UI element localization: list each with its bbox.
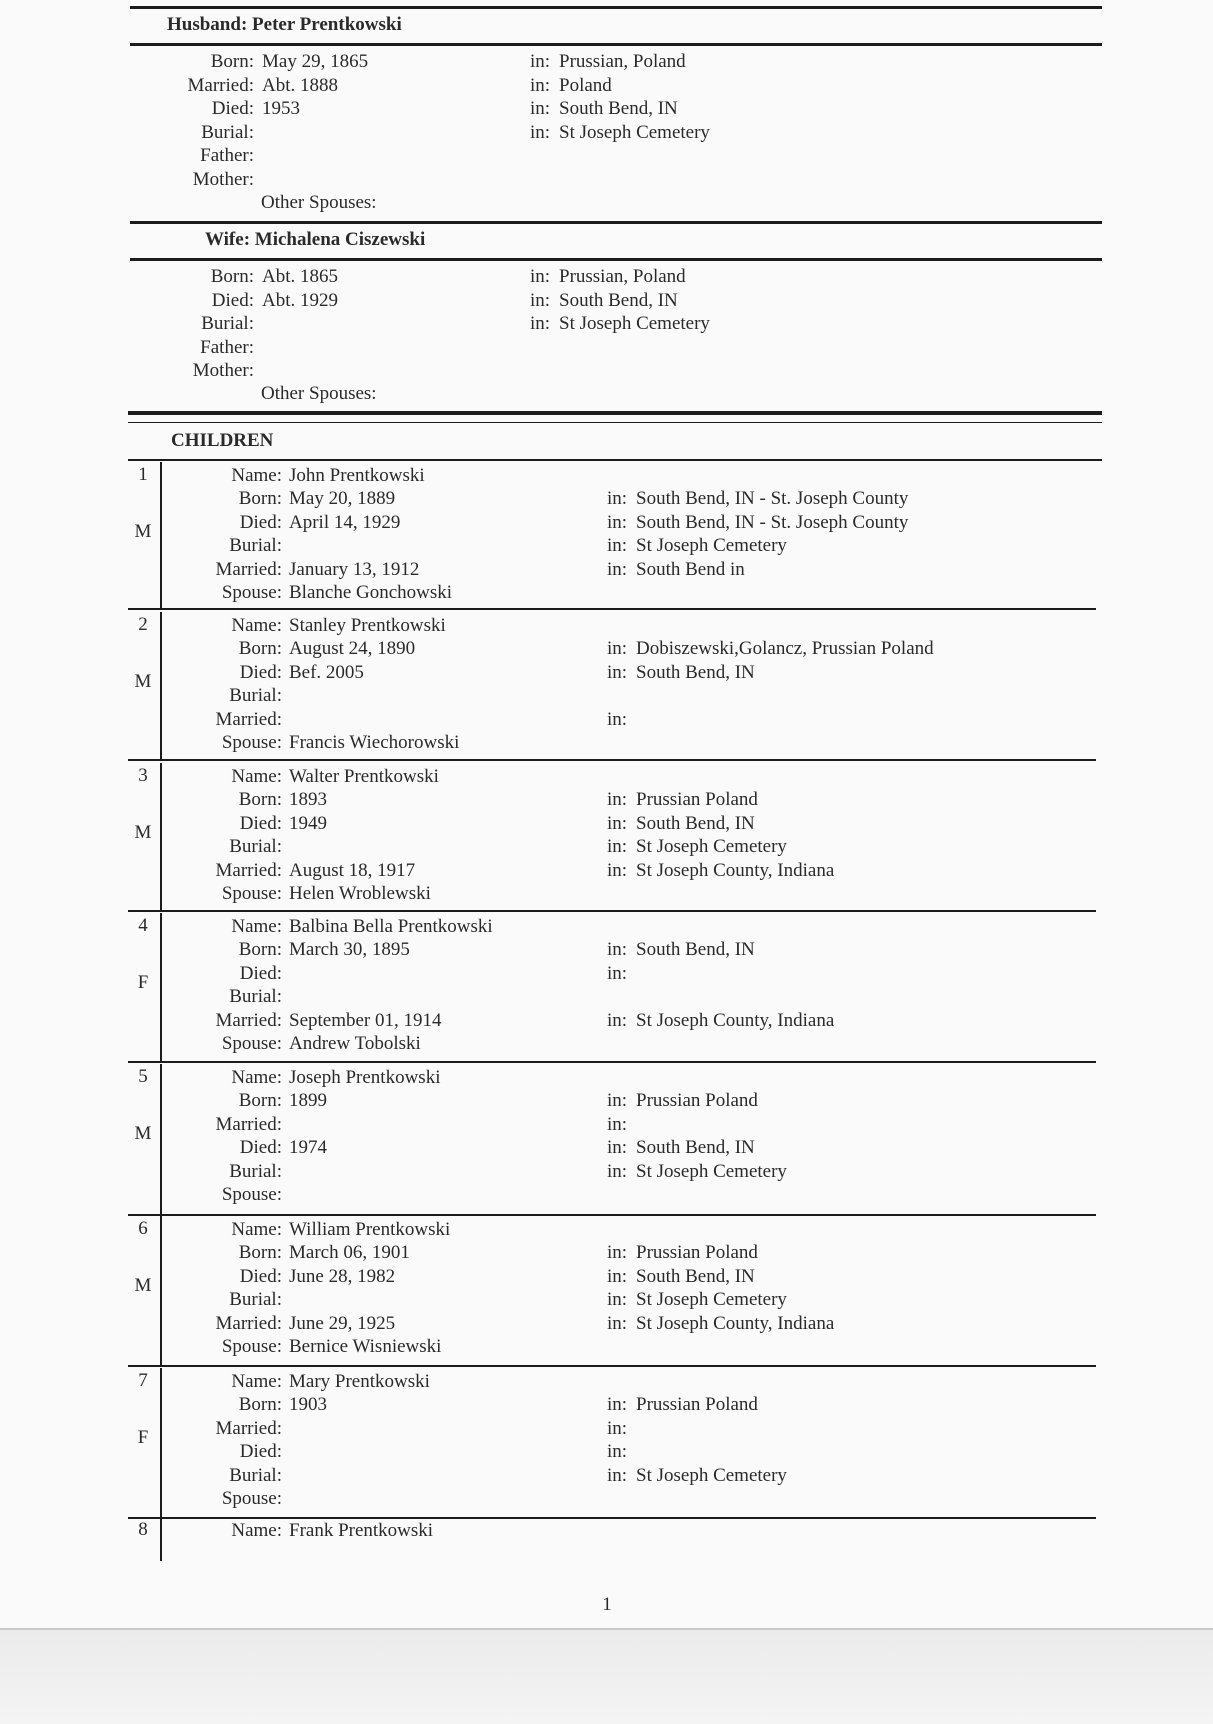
wife-row-in: in: [530,313,551,334]
children-top-rule [128,411,1102,415]
child-row-place: South Bend, IN [636,1265,755,1287]
child-number: 3 [138,765,148,786]
child-row-in: in: [607,859,628,881]
child-row-label: Died: [239,1265,282,1287]
child-row-label: Name: [231,1371,282,1392]
child-row-label: Spouse: [221,1033,282,1054]
husband-row-in: in: [530,51,551,72]
child-row-label: Spouse: [221,582,282,603]
child-row-value: March 30, 1895 [289,939,410,961]
child-row-value: May 20, 1889 [289,488,396,510]
child-row-label: Burial: [229,535,282,557]
child-row-value: 1893 [289,789,327,811]
child-row-value: Francis Wiechorowski [289,732,460,753]
wife-other-spouses: Other Spouses: [261,383,377,404]
child-row-in: in: [607,939,628,961]
child-row-value: Bernice Wisniewski [289,1336,442,1357]
child-divider [128,1061,1096,1063]
child-vertical-rule [160,1064,162,1214]
child-row-in: in: [607,1009,628,1031]
child-row-label: Died: [239,511,282,533]
children-thin-rule [128,422,1102,423]
child-row-value: April 14, 1929 [289,511,401,533]
child-row-place: St Joseph Cemetery [636,535,787,557]
child-row-label: Born: [238,1394,282,1416]
wife-top-rule [130,221,1102,224]
child-row-place: South Bend, IN [636,661,755,683]
child-row-label: Burial: [229,986,282,1008]
child-row-place: St Joseph Cemetery [636,836,787,858]
husband-row-label: Married: [187,74,254,96]
child-row-in: in: [607,535,628,557]
child-row-value: Walter Prentkowski [289,766,439,787]
child-row-place: South Bend, IN [636,1137,755,1159]
wife-row-place: St Joseph Cemetery [559,313,710,334]
child-row-in: in: [607,708,628,730]
child-sex: F [137,972,149,993]
child-number: 8 [138,1519,148,1540]
child-row-value: 1903 [289,1394,327,1416]
child-vertical-rule [160,1216,162,1365]
child-row-place: South Bend, IN - St. Joseph County [636,511,909,533]
child-row-value: Joseph Prentkowski [289,1067,441,1088]
child-vertical-rule [160,612,162,759]
child-row-place: South Bend, IN [636,812,755,834]
wife-row-label: Father: [200,336,254,358]
husband-row-place: Prussian, Poland [559,51,686,72]
child-number: 4 [138,915,148,936]
child-row-label: Married: [215,708,282,730]
husband-row-in: in: [530,74,551,96]
child-row-value: Blanche Gonchowski [289,582,453,603]
child-row-label: Spouse: [221,1488,282,1509]
child-row-label: Name: [231,1520,282,1541]
child-row-label: Name: [231,916,282,937]
child-number: 2 [138,614,148,635]
wife-heading [205,229,425,251]
child-row-label: Married: [215,1417,282,1439]
husband-heading-label: Husband: [167,14,248,35]
child-row-in: in: [607,1242,628,1264]
child-row-place: Prussian Poland [636,1394,758,1416]
child-row-value: 1949 [289,812,327,834]
child-row-value: John Prentkowski [289,465,425,486]
wife-row-label: Mother: [192,360,254,381]
wife-row-place: Prussian, Poland [559,266,686,287]
husband-rule [130,43,1102,46]
child-sex: M [134,521,152,542]
child-divider [128,759,1096,761]
child-row-in: in: [607,836,628,858]
child-row-in: in: [607,1090,628,1112]
child-row-label: Born: [238,789,282,811]
husband-row-place: South Bend, IN [559,98,678,119]
child-row-value: 1974 [289,1137,327,1159]
child-sex: M [134,671,152,692]
child-sex: M [134,822,152,843]
child-row-in: in: [607,1265,628,1287]
child-sex: M [134,1275,152,1296]
wife-row-place: South Bend, IN [559,289,678,311]
child-row-place: St Joseph County, Indiana [636,859,835,881]
child-row-in: in: [607,1394,628,1416]
husband-heading [167,14,402,36]
child-row-in: in: [607,1137,628,1159]
child-row-label: Born: [238,638,282,660]
husband-row-value: May 29, 1865 [262,51,369,72]
child-divider [128,608,1096,610]
wife-rule [130,258,1102,261]
husband-row-value: 1953 [262,98,300,119]
child-sex: F [137,1427,149,1448]
husband-row-label: Died: [211,98,254,119]
child-row-place: Prussian Poland [636,1090,758,1112]
top-rule [130,6,1102,9]
husband-row-in: in: [530,98,551,119]
child-row-place: St Joseph County, Indiana [636,1312,835,1334]
child-row-in: in: [607,638,628,660]
children-heading: CHILDREN [171,430,274,451]
child-number: 1 [138,464,148,485]
wife-row-label: Born: [210,266,254,287]
child-row-label: Died: [239,1441,282,1463]
wife-row-value: Abt. 1929 [262,289,338,311]
child-row-in: in: [607,1417,628,1439]
child-row-value: Frank Prentkowski [289,1520,434,1541]
child-row-label: Married: [215,1312,282,1334]
child-row-label: Married: [215,1113,282,1135]
child-row-place: Prussian Poland [636,789,758,811]
child-row-label: Spouse: [221,1336,282,1357]
wife-heading-label: Wife: [205,229,251,250]
scan-edge-shadow [0,1630,1213,1724]
wife-row-in: in: [530,266,551,287]
child-vertical-rule [160,1368,162,1517]
child-row-label: Died: [239,661,282,683]
child-sex: M [134,1123,152,1144]
husband-row-place: Poland [559,74,612,96]
child-number: 6 [138,1218,148,1239]
child-row-label: Born: [238,1090,282,1112]
husband-other-spouses: Other Spouses: [261,192,377,213]
husband-row-label: Mother: [192,168,254,190]
child-row-place: South Bend in [636,558,745,580]
child-row-place: South Bend, IN - St. Joseph County [636,488,909,510]
child-row-label: Married: [215,558,282,580]
child-row-value: Mary Prentkowski [289,1371,430,1392]
child-row-label: Burial: [229,1160,282,1182]
child-row-label: Name: [231,766,282,787]
child-divider [128,910,1096,912]
child-row-value: William Prentkowski [289,1219,451,1240]
child-row-in: in: [607,1289,628,1311]
child-row-label: Born: [238,488,282,510]
child-divider [128,1365,1096,1367]
child-row-label: Burial: [229,685,282,707]
child-number: 5 [138,1066,148,1087]
child-row-in: in: [607,1312,628,1334]
wife-name: Michalena Ciszewski [254,229,426,250]
child-row-label: Married: [215,1009,282,1031]
child-vertical-rule [160,913,162,1061]
child-divider [128,1214,1096,1216]
wife-row-label: Died: [211,289,254,311]
child-row-in: in: [607,661,628,683]
child-number: 7 [138,1370,148,1391]
husband-name: Peter Prentkowski [252,14,402,35]
husband-row-label: Born: [210,51,254,72]
child-row-label: Married: [215,859,282,881]
child-row-in: in: [607,1441,628,1463]
child-row-place: Prussian Poland [636,1242,758,1264]
child-row-value: August 18, 1917 [289,859,416,881]
husband-row-place: St Joseph Cemetery [559,121,710,143]
child-row-label: Died: [239,812,282,834]
children-heading-rule [128,459,1102,461]
child-row-in: in: [607,511,628,533]
child-row-label: Name: [231,615,282,636]
child-vertical-rule [160,763,162,910]
child-row-in: in: [607,962,628,984]
child-row-in: in: [607,789,628,811]
child-row-label: Burial: [229,836,282,858]
child-row-in: in: [607,1160,628,1182]
child-row-in: in: [607,558,628,580]
husband-row-label: Burial: [201,121,254,143]
child-row-label: Spouse: [221,883,282,904]
child-row-value: August 24, 1890 [289,638,416,660]
child-row-label: Born: [238,939,282,961]
husband-row-value: Abt. 1888 [262,74,338,96]
child-row-value: June 28, 1982 [289,1265,396,1287]
husband-row-in: in: [530,121,551,143]
child-row-value: Balbina Bella Prentkowski [289,916,493,937]
child-row-value: June 29, 1925 [289,1312,396,1334]
child-row-label: Spouse: [221,1184,282,1205]
child-row-in: in: [607,1464,628,1486]
child-row-value: March 06, 1901 [289,1242,410,1264]
child-row-in: in: [607,488,628,510]
child-row-place: Dobiszewski,Golancz, Prussian Poland [636,638,934,660]
child-vertical-rule [160,1517,162,1561]
child-row-label: Name: [231,465,282,486]
wife-row-label: Burial: [201,313,254,334]
child-row-place: South Bend, IN [636,939,755,961]
child-divider [128,1517,1096,1519]
page-number: 1 [602,1594,612,1615]
child-row-place: St Joseph Cemetery [636,1464,787,1486]
child-row-place: St Joseph Cemetery [636,1289,787,1311]
child-vertical-rule [160,462,162,608]
husband-row-label: Father: [200,145,254,166]
child-row-value: Helen Wroblewski [289,883,431,904]
child-row-label: Died: [239,962,282,984]
wife-row-value: Abt. 1865 [262,266,338,287]
wife-row-in: in: [530,289,551,311]
child-row-label: Burial: [229,1289,282,1311]
child-row-label: Died: [239,1137,282,1159]
child-row-label: Name: [231,1067,282,1088]
child-row-label: Spouse: [221,732,282,753]
child-row-value: Andrew Tobolski [289,1033,421,1054]
child-row-value: 1899 [289,1090,327,1112]
child-row-label: Burial: [229,1464,282,1486]
child-row-value: Bef. 2005 [289,661,364,683]
child-row-place: St Joseph Cemetery [636,1160,787,1182]
child-row-value: January 13, 1912 [289,558,420,580]
child-row-place: St Joseph County, Indiana [636,1009,835,1031]
child-row-value: September 01, 1914 [289,1009,442,1031]
child-row-in: in: [607,1113,628,1135]
child-row-value: Stanley Prentkowski [289,615,446,636]
child-row-label: Born: [238,1242,282,1264]
child-row-in: in: [607,812,628,834]
child-row-label: Name: [231,1219,282,1240]
